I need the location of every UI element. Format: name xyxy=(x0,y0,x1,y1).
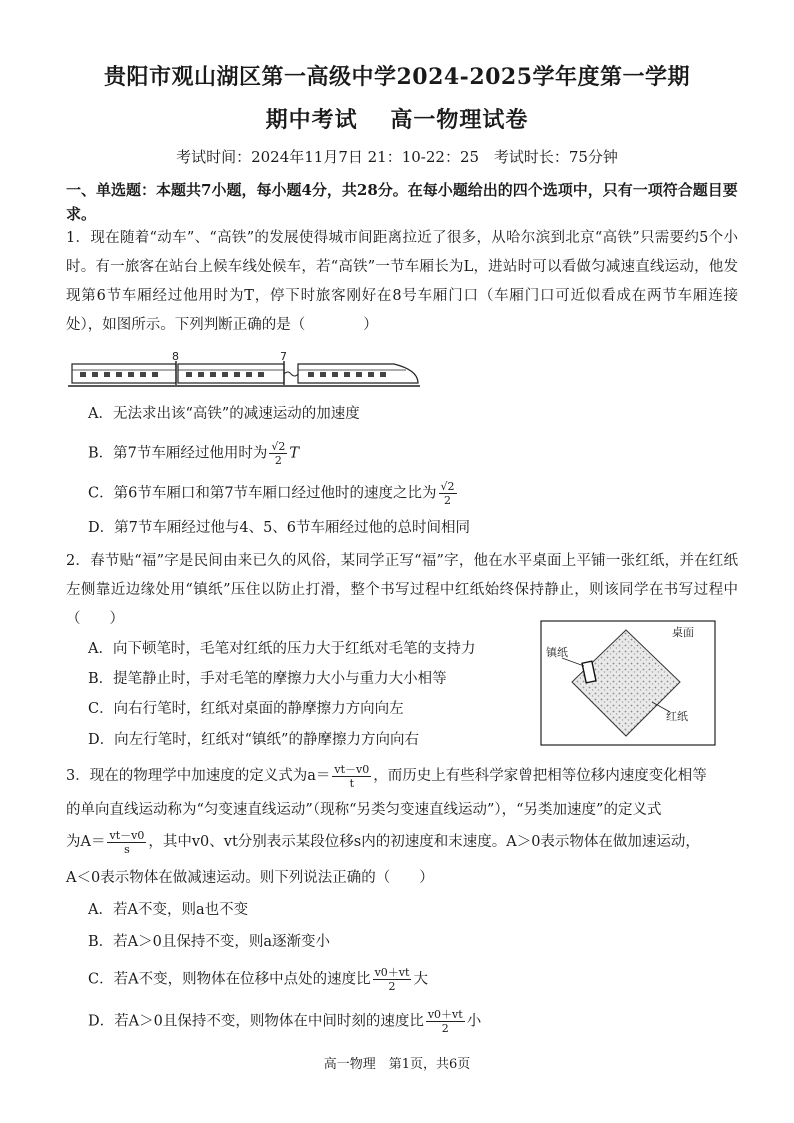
q1-option-c-text: C．第6节车厢口和第7节车厢口经过他时的速度之比为 xyxy=(88,485,437,502)
train-figure xyxy=(68,350,420,390)
fraction xyxy=(439,480,457,507)
exam-duration: 考试时长：75分钟 xyxy=(493,148,618,166)
q3-line1-suffix: ，而历史上有些科学家曾把相等位移内速度变化相等 xyxy=(373,768,707,784)
exam-subject: 高一物理试卷 xyxy=(390,107,529,133)
fraction xyxy=(269,440,287,467)
fraction-numerator: vt－v0 xyxy=(334,762,370,776)
q2-option-c: C．向右行笔时，红纸对桌面的静摩擦力方向向左 xyxy=(88,701,404,717)
fraction xyxy=(426,1008,465,1035)
q1-option-d: D．第7节车厢经过他与4、5、6节车厢经过他的总时间相同 xyxy=(88,520,471,536)
q1-option-b xyxy=(88,440,299,467)
q3-option-c-text: C．若A不变，则物体在位移中点处的速度比 xyxy=(88,971,371,988)
q1-option-b-text: B．第7节车厢经过他用时为 xyxy=(88,445,268,462)
q3-line3-text: 为A＝ xyxy=(66,834,106,850)
car-label-7: 7 xyxy=(280,350,287,363)
question-1-stem: 1．现在随着“动车”、“高铁”的发展使得城市间距离拉近了很多，从哈尔滨到北京“高铁”只需要约5个小时。有一旅客在站台上候车线处候车，若“高铁”一节车厢长为L，进站时可以看做匀减速直线运动，他发现第6节车厢经过他用时为T，停下时旅客刚好在8号车厢门口（车厢门口可近似看成在两节车厢连接处），如图所示。下列判断正确的是（ ） xyxy=(66,230,738,333)
fraction-numerator: v0＋vt xyxy=(427,1008,463,1021)
exam-title-line1: 贵阳市观山湖区第一高级中学2024-2025学年度第一学期 xyxy=(103,64,691,90)
fraction-denominator: 2 xyxy=(444,494,452,507)
red-paper-label: 红纸 xyxy=(666,710,688,723)
q2-option-a: A．向下顿笔时，毛笔对红纸的压力大于红纸对毛笔的支持力 xyxy=(88,641,476,657)
q1-option-a: A．无法求出该“高铁”的减速运动的加速度 xyxy=(88,406,360,422)
question-2-stem: 2．春节贴“福”字是民间由来已久的风俗，某同学正写“福”字，他在水平桌面上平铺一张红纸，并在红纸左侧靠近边缘处用“镇纸”压住以防止打滑，整个书写过程中红纸始终保持静止，则该同学在书写过程中（ ） xyxy=(66,553,738,627)
exam-info xyxy=(0,146,794,167)
q2-option-b: B．提笔静止时，手对毛笔的摩擦力大小与重力大小相等 xyxy=(88,671,447,687)
page-footer: 高一物理 第1页，共6页 xyxy=(323,1057,471,1072)
section-heading: 一、单选题：本题共7小题，每小题4分，共28分。在每小题给出的四个选项中，只有一项符合题目要求。 xyxy=(66,181,738,223)
q2-option-d: D．向左行笔时，红纸对“镇纸”的静摩擦力方向向右 xyxy=(88,732,419,748)
q3-option-c-suffix: 大 xyxy=(413,971,428,988)
desk-label: 桌面 xyxy=(672,626,694,639)
exam-time: 考试时间：2024年11月7日 21：10-22：25 xyxy=(176,148,480,166)
fraction-denominator: 2 xyxy=(274,454,282,467)
q3-option-d-text: D．若A＞0且保持不变，则物体在中间时刻的速度比 xyxy=(88,1013,424,1030)
q1-option-c xyxy=(88,480,459,507)
fraction-numerator: √2 xyxy=(440,480,455,493)
question-3-line1 xyxy=(66,762,738,791)
q3-option-d-suffix: 小 xyxy=(466,1013,482,1030)
q3-line1-text: 3．现在的物理学中加速度的定义式为a＝ xyxy=(66,768,331,784)
question-3-line4: A＜0表示物体在做减速运动。则下列说法正确的（ ） xyxy=(66,870,434,886)
q3-line3-suffix: ，其中v0、vt分别表示某段位移s内的初速度和末速度。A＞0表示物体在做加速运动， xyxy=(148,834,700,850)
exam-type: 期中考试 xyxy=(265,107,358,133)
fraction-numerator: √2 xyxy=(271,440,286,453)
q3-option-d xyxy=(88,1008,481,1035)
fraction-denominator: 2 xyxy=(388,980,396,993)
weight-label: 镇纸 xyxy=(546,646,568,659)
fraction-denominator: s xyxy=(124,842,130,856)
fraction-numerator: vt－v0 xyxy=(109,828,145,842)
q3-option-b: B．若A＞0且保持不变，则a逐渐变小 xyxy=(88,934,330,950)
question-3-line2: 的单向直线运动称为“匀变速直线运动”（现称“另类匀变速直线运动”），“另类加速度”的定义式 xyxy=(66,802,662,818)
question-3-line3 xyxy=(66,828,738,857)
fraction xyxy=(373,966,412,993)
q1-option-b-suffix: T xyxy=(289,445,300,462)
fraction-denominator: 2 xyxy=(441,1022,449,1035)
fraction xyxy=(107,829,146,856)
fraction xyxy=(332,763,371,790)
q3-option-c xyxy=(88,966,428,993)
exam-title-line2 xyxy=(0,103,794,134)
red-paper-figure xyxy=(540,620,716,746)
fraction-denominator: t xyxy=(349,776,355,790)
q3-option-a: A．若A不变，则a也不变 xyxy=(88,902,249,918)
fraction-numerator: v0＋vt xyxy=(374,966,410,979)
car-label-8: 8 xyxy=(172,350,179,363)
